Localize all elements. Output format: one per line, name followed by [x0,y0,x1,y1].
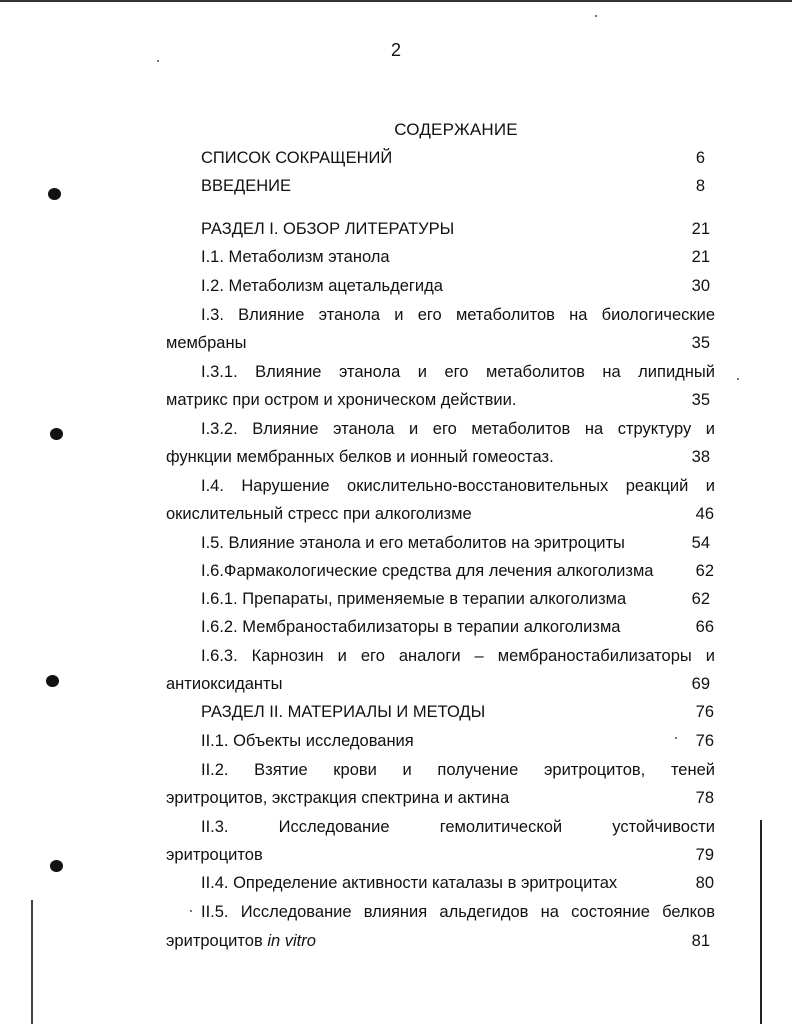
toc-page-2-5: 81 [691,932,710,950]
toc-page-abbreviations: 6 [695,149,705,167]
toc-page-1-3: 35 [691,334,710,352]
scan-edge-right [760,820,762,1024]
toc-page-1-6-1: 62 [691,590,710,608]
scan-speck [190,910,192,912]
toc-entry-1-3-cont: мембраны [166,334,247,352]
toc-entry-1-3-1-cont: матрикс при остром и хроническом действии. [166,391,517,409]
toc-page-1-6-2: 66 [695,618,714,636]
toc-entry-1-6-3: I.6.3. Карнозин и его аналоги – мембраностабилизаторы и [201,647,715,665]
toc-entry-1-6-3-cont: антиоксиданты [166,675,283,693]
toc-page-section-2: 76 [695,703,714,721]
toc-entry-1-1: I.1. Метаболизм этанола [201,248,390,266]
toc-entry-1-3: I.3. Влияние этанола и его метаболитов на биологические [201,306,715,324]
toc-entry-2-5-cont-text: эритроцитов [166,932,263,950]
toc-page-1-5: 54 [691,534,710,552]
toc-entry-1-2: I.2. Метаболизм ацетальдегида [201,277,443,295]
toc-page-2-3: 79 [695,846,714,864]
toc-page-1-4: 46 [695,505,714,523]
toc-entry-1-5: I.5. Влияние этанола и его метаболитов на эритроциты [201,534,625,552]
toc-entry-1-6-2: I.6.2. Мембраностабилизаторы в терапии алкоголизма [201,618,621,636]
toc-entry-1-6: I.6.Фармакологические средства для лечения алкоголизма [201,562,654,580]
toc-entry-2-1: II.1. Объекты исследования [201,732,414,750]
page-number: 2 [390,40,401,60]
scan-edge-left [31,900,33,1024]
toc-entry-1-3-2-cont: функции мембранных белков и ионный гомеостаз. [166,448,554,466]
toc-entry-section-1: РАЗДЕЛ I. ОБЗОР ЛИТЕРАТУРЫ [201,220,455,238]
toc-page-1-1: 21 [691,248,710,266]
scan-speck [737,378,739,380]
toc-entry-1-3-1: I.3.1. Влияние этанола и его метаболитов на липидный [201,363,715,381]
toc-page-introduction: 8 [695,177,705,195]
punch-hole [50,428,63,440]
toc-title: СОДЕРЖАНИЕ [394,120,518,139]
toc-entry-2-2-cont: эритроцитов, экстракция спектрина и актина [166,789,510,807]
toc-page-2-2: 78 [695,789,714,807]
toc-entry-1-4: I.4. Нарушение окислительно-восстановительных реакций и [201,477,715,495]
toc-entry-2-3-cont: эритроцитов [166,846,263,864]
toc-entry-1-3-2: I.3.2. Влияние этанола и его метаболитов на структуру и [201,420,715,438]
toc-page-section-1: 21 [691,220,710,238]
punch-hole [50,860,63,872]
punch-hole [48,188,61,200]
toc-entry-2-3: II.3. Исследование гемолитической устойчивости [201,818,715,836]
toc-page-2-1: 76 [695,732,714,750]
toc-entry-abbreviations: СПИСОК СОКРАЩЕНИЙ [201,149,393,167]
toc-entry-1-4-cont: окислительный стресс при алкоголизме [166,505,472,523]
toc-page-2-4: 80 [695,874,714,892]
toc-entry-2-4: II.4. Определение активности каталазы в эритроцитах [201,874,618,892]
toc-entry-2-5-italic: in vitro [267,932,316,950]
punch-hole [46,675,59,687]
toc-entry-section-2: РАЗДЕЛ II. МАТЕРИАЛЫ И МЕТОДЫ [201,703,486,721]
scan-edge-top [0,0,792,2]
toc-entry-1-6-1: I.6.1. Препараты, применяемые в терапии алкоголизма [201,590,627,608]
toc-page-1-6-3: 69 [691,675,710,693]
toc-entry-2-5: II.5. Исследование влияния альдегидов на состояние белков [201,903,715,921]
toc-entry-2-2: II.2. Взятие крови и получение эритроцитов, теней [201,761,715,779]
toc-page-1-2: 30 [691,277,710,295]
toc-entry-2-5-cont [166,931,316,951]
toc-page-1-3-1: 35 [691,391,710,409]
toc-entry-introduction: ВВЕДЕНИЕ [201,177,291,195]
scan-speck [595,15,597,17]
toc-page-1-6: 62 [695,562,714,580]
toc-page-1-3-2: 38 [691,448,710,466]
